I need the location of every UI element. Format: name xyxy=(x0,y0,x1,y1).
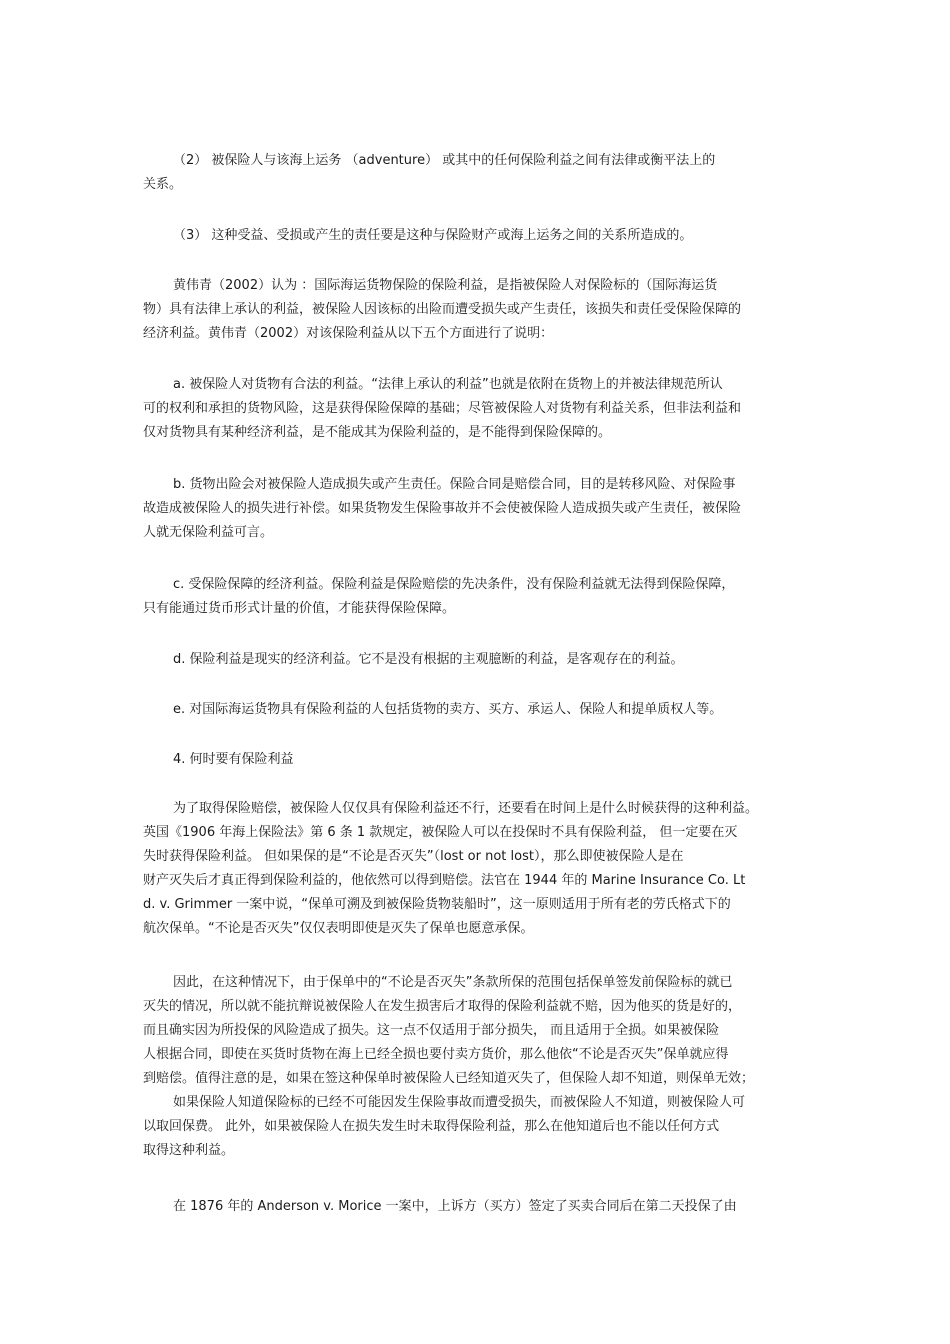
paragraph-line: d. v. Grimmer 一案中说，“保单可溯及到被保险货物装船时”，这一原则适用于所有老的劳氏格式下的 xyxy=(143,897,731,912)
paragraph-line: 只有能通过货币形式计量的价值，才能获得保险保障。 xyxy=(143,601,456,616)
paragraph-line: 故造成被保险人的损失进行补偿。如果货物发生保险事故并不会使被保险人造成损失或产生责任，被保险 xyxy=(143,501,742,516)
section-heading xyxy=(143,748,815,772)
paragraph-line: 取得这种利益。 xyxy=(143,1143,235,1158)
paragraph-line: 如果保险人知道保险标的已经不可能因发生保险事故而遭受损失，而被保险人不知道，则被保险人可 xyxy=(173,1095,746,1110)
paragraph-line: （3） 这种受益、受损或产生的责任要是这种与保险财产或海上运务之间的关系所造成的。 xyxy=(173,228,693,243)
paragraph-line: 仅对货物具有某种经济利益，是不能成其为保险利益的，是不能得到保险保障的。 xyxy=(143,425,612,440)
paragraph-line: 灭失的情况，所以就不能抗辩说被保险人在发生损害后才取得的保险利益就不赔，因为他买的货是好的， xyxy=(143,999,742,1014)
paragraph-line: 财产灭失后才真正得到保险利益的，他依然可以得到赔偿。法官在 1944 年的 Marine Insurance Co. Lt xyxy=(143,873,746,888)
paragraph-line: 因此，在这种情况下，由于保单中的“不论是否灭失”条款所保的范围包括保单签发前保险标的就已 xyxy=(173,975,733,990)
paragraph-timing xyxy=(143,797,815,941)
paragraph-line: 以取回保费。 此外，如果被保险人在损失发生时未取得保险利益，那么在他知道后也不能以任何方式 xyxy=(143,1119,720,1134)
paragraph-line: e. 对国际海运货物具有保险利益的人包括货物的卖方、买方、承运人、保险人和提单质权人等。 xyxy=(173,702,723,717)
paragraph-line: （2） 被保险人与该海上运务 （adventure） 或其中的任何保险利益之间有法律或衡平法上的 xyxy=(173,153,716,168)
paragraph-line: 英国《1906 年海上保险法》第 6 条 1 款规定，被保险人可以在投保时不具有保险利益， 但一定要在灭 xyxy=(143,825,738,840)
paragraph-lost-or-not-lost xyxy=(143,971,815,1163)
paragraph-huang-definition xyxy=(143,274,815,346)
paragraph-line: 物）具有法律上承认的利益，被保险人因该标的出险而遭受损失或产生责任，该损失和责任受保险保障的 xyxy=(143,302,742,317)
paragraph-line: 人根据合同，即使在买货时货物在海上已经全损也要付卖方货价，那么他依“不论是否灭失”保单就应得 xyxy=(143,1047,729,1062)
paragraph-line: 为了取得保险赔偿，被保险人仅仅具有保险利益还不行，还要看在时间上是什么时候获得的这种利益。 xyxy=(173,801,759,816)
paragraph-anderson-case xyxy=(143,1195,815,1219)
section-heading-text: 4. 何时要有保险利益 xyxy=(173,752,294,767)
paragraph-point-a xyxy=(143,373,815,445)
paragraph-line: 可的权利和承担的货物风险，这是获得保险保障的基础；尽管被保险人对货物有利益关系，但非法利益和 xyxy=(143,401,742,416)
paragraph-line: 人就无保险利益可言。 xyxy=(143,525,274,540)
paragraph-line: 失时获得保险利益。 但如果保的是“不论是否灭失”（lost or not lost），那么即使被保险人是在 xyxy=(143,849,684,864)
paragraph-point-b xyxy=(143,473,815,545)
paragraph-line: b. 货物出险会对被保险人造成损失或产生责任。保险合同是赔偿合同，目的是转移风险、对保险事 xyxy=(173,477,736,492)
paragraph-line: c. 受保险保障的经济利益。保险利益是保险赔偿的先决条件，没有保险利益就无法得到保险保障， xyxy=(173,577,735,592)
paragraph-line: 而且确实因为所投保的风险造成了损失。这一点不仅适用于部分损失， 而且适用于全损。如果被保险 xyxy=(143,1023,720,1038)
paragraph-line: 在 1876 年的 Anderson v. Morice 一案中，上诉方（买方）签定了买卖合同后在第二天投保了由 xyxy=(173,1199,737,1214)
paragraph-line: 到赔偿。值得注意的是，如果在签这种保单时被保险人已经知道灭失了，但保险人却不知道，则保单无效； xyxy=(143,1071,755,1086)
paragraph-line: a. 被保险人对货物有合法的利益。“法律上承认的利益”也就是依附在货物上的并被法律规范所认 xyxy=(173,377,723,392)
paragraph-point-c xyxy=(143,573,815,621)
paragraph-line: 航次保单。“不论是否灭失”仅仅表明即使是灭失了保单也愿意承保。 xyxy=(143,921,534,936)
paragraph-line: 关系。 xyxy=(143,177,183,192)
paragraph-liability-relation xyxy=(143,224,815,248)
paragraph-line: 黄伟青（2002）认为 ：国际海运货物保险的保险利益，是指被保险人对保险标的（国际海运货 xyxy=(173,278,718,293)
paragraph-line: 经济利益。黄伟青（2002）对该保险利益从以下五个方面进行了说明： xyxy=(143,326,554,341)
paragraph-line: d. 保险利益是现实的经济利益。它不是没有根据的主观臆断的利益，是客观存在的利益。 xyxy=(173,652,684,667)
paragraph-point-e xyxy=(143,698,815,722)
paragraph-ownership-relation xyxy=(143,149,815,197)
paragraph-point-d xyxy=(143,648,815,672)
